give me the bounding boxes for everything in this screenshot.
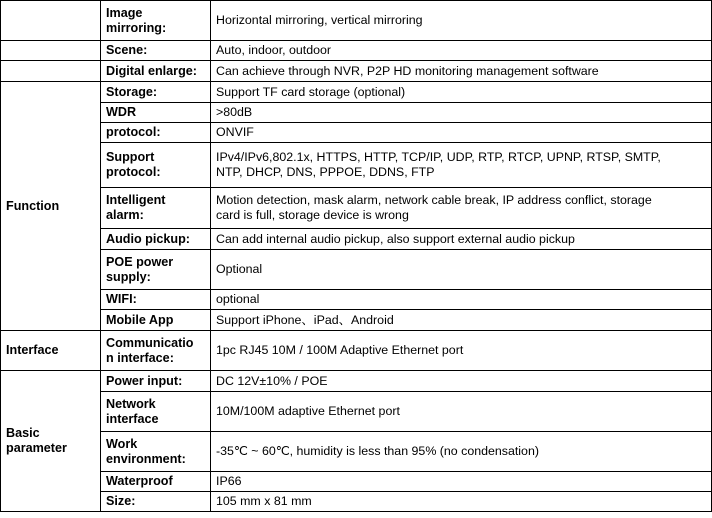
row-label: Storage:: [101, 82, 211, 103]
row-value: IP66: [211, 472, 712, 492]
empty-section-cell: [1, 1, 101, 41]
row-label: Network interface: [101, 392, 211, 432]
section-function: Function: [1, 82, 101, 331]
empty-section-cell: [1, 61, 101, 82]
row-value: DC 12V±10% / POE: [211, 371, 712, 392]
row-value: Auto, indoor, outdoor: [211, 41, 712, 61]
table-row: [1, 188, 712, 229]
row-label: POE power supply:: [101, 250, 211, 290]
row-value: -35℃ ~ 60℃, humidity is less than 95% (no condensation): [211, 432, 712, 472]
row-value: ONVIF: [211, 123, 712, 143]
row-label: Waterproof: [101, 472, 211, 492]
row-value: Can achieve through NVR, P2P HD monitoring management software: [211, 61, 712, 82]
table-row: [1, 472, 712, 492]
row-label: Power input:: [101, 371, 211, 392]
row-label: Digital enlarge:: [101, 61, 211, 82]
table-row: [1, 61, 712, 82]
table-row: [1, 371, 712, 392]
row-label: Intelligent alarm:: [101, 188, 211, 229]
table-row: [1, 310, 712, 331]
row-label: WDR: [101, 103, 211, 123]
row-label: Communicatio n interface:: [101, 331, 211, 371]
row-label: Image mirroring:: [101, 1, 211, 41]
row-label: Mobile App: [101, 310, 211, 331]
table-row: [1, 41, 712, 61]
table-row: [1, 392, 712, 432]
row-value: Horizontal mirroring, vertical mirroring: [211, 1, 712, 41]
empty-section-cell: [1, 41, 101, 61]
row-value: Can add internal audio pickup, also support external audio pickup: [211, 229, 712, 250]
row-value: Optional: [211, 250, 712, 290]
row-value: IPv4/IPv6,802.1x, HTTPS, HTTP, TCP/IP, UDP, RTP, RTCP, UPNP, RTSP, SMTP, NTP, DHCP, DNS, PPPOE, DDNS, FTP: [211, 143, 712, 188]
section-interface: Interface: [1, 331, 101, 371]
table-row: [1, 432, 712, 472]
table-row: [1, 82, 712, 103]
row-value: 10M/100M adaptive Ethernet port: [211, 392, 712, 432]
table-row: [1, 492, 712, 512]
table-row: [1, 1, 712, 41]
row-value: Motion detection, mask alarm, network cable break, IP address conflict, storage card is full, storage device is wrong: [211, 188, 712, 229]
row-value: Support iPhone、iPad、Android: [211, 310, 712, 331]
table-row: [1, 103, 712, 123]
row-value: 1pc RJ45 10M / 100M Adaptive Ethernet port: [211, 331, 712, 371]
row-value: optional: [211, 290, 712, 310]
row-label: WIFI:: [101, 290, 211, 310]
table-row: [1, 123, 712, 143]
table-row: [1, 250, 712, 290]
row-value: >80dB: [211, 103, 712, 123]
table-row: [1, 331, 712, 371]
row-label: Audio pickup:: [101, 229, 211, 250]
row-label: Support protocol:: [101, 143, 211, 188]
row-label: Scene:: [101, 41, 211, 61]
section-basic-parameter: Basic parameter: [1, 371, 101, 512]
row-value: 105 mm x 81 mm: [211, 492, 712, 512]
table-row: [1, 229, 712, 250]
row-value: Support TF card storage (optional): [211, 82, 712, 103]
table-row: [1, 290, 712, 310]
table-row: [1, 143, 712, 188]
row-label: protocol:: [101, 123, 211, 143]
row-label: Size:: [101, 492, 211, 512]
row-label: Work environment:: [101, 432, 211, 472]
